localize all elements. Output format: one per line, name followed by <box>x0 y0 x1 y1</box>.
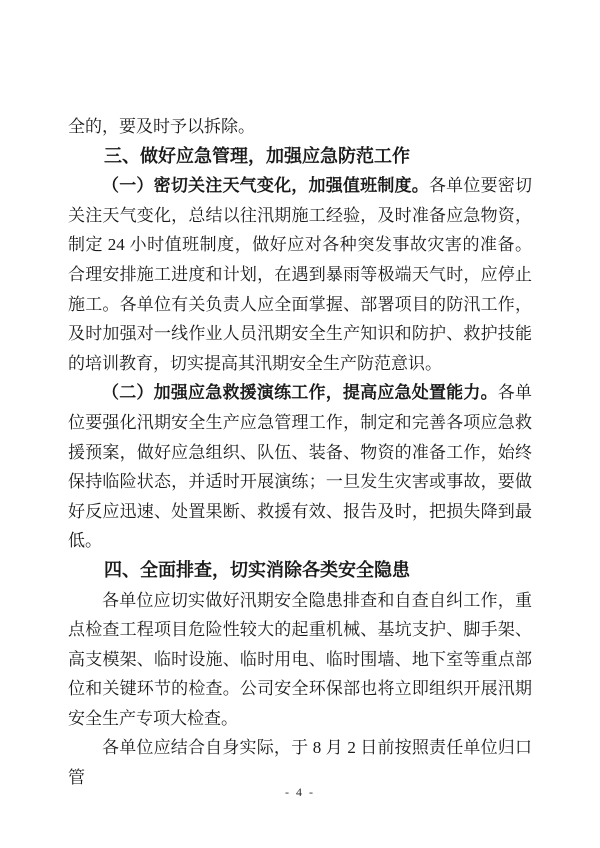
continuation-line: 全的，要及时予以拆除。 <box>68 117 255 136</box>
paragraph-lead: （一）密切关注天气变化，加强值班制度。 <box>102 176 429 196</box>
paragraph-text: 各单位要强化汛期安全生产应急管理工作，制定和完善各项应急救援预案，做好应急组织、队伍、装备、物资的准备工作，始终保持临险状态，并适时开展演练；一旦发生灾害或事故，要做好反应迅速、处置果断、救援有效、报告及时，把损失降到最低。 <box>68 383 533 551</box>
paragraph-text: 各单位要密切关注天气变化，总结以往汛期施工经验，及时准备应急物资，制定 24 小时值班制度，做好应对各种突发事故灾害的准备。合理安排施工进度和计划，在遇到暴雨等极端天气时，应停止施工。各单位有关负责人应全面掌握、部署项目的防汛工作，及时加强对一线作业人员汛期安全生产知识和防护、救护技能的培训教育，切实提高其汛期安全生产防范意识。 <box>68 176 533 373</box>
body-paragraph <box>68 378 532 556</box>
body-paragraph: 各单位应结合自身实际，于 8 月 2 日前按照责任单位归口管 <box>68 738 532 788</box>
body-paragraph <box>68 171 532 378</box>
document-content <box>68 112 532 793</box>
page-footer <box>0 783 600 801</box>
section-heading: 四、全面排查，切实消除各类安全隐患 <box>104 559 410 580</box>
body-paragraph: 各单位应切实做好汛期安全隐患排查和自查自纠工作，重点检查工程项目危险性较大的起重机械、基坑支护、脚手架、高支模架、临时设施、临时用电、临时围墙、地下室等重点部位和关键环节的检查。公司安全环保部也将立即组织开展汛期安全生产专项大检查。 <box>68 590 532 728</box>
section-heading: 三、做好应急管理，加强应急防范工作 <box>104 145 410 166</box>
paragraph-lead: （二）加强应急救援演练工作，提高应急处置能力。 <box>102 383 498 403</box>
page-number: - 4 - <box>285 785 315 799</box>
